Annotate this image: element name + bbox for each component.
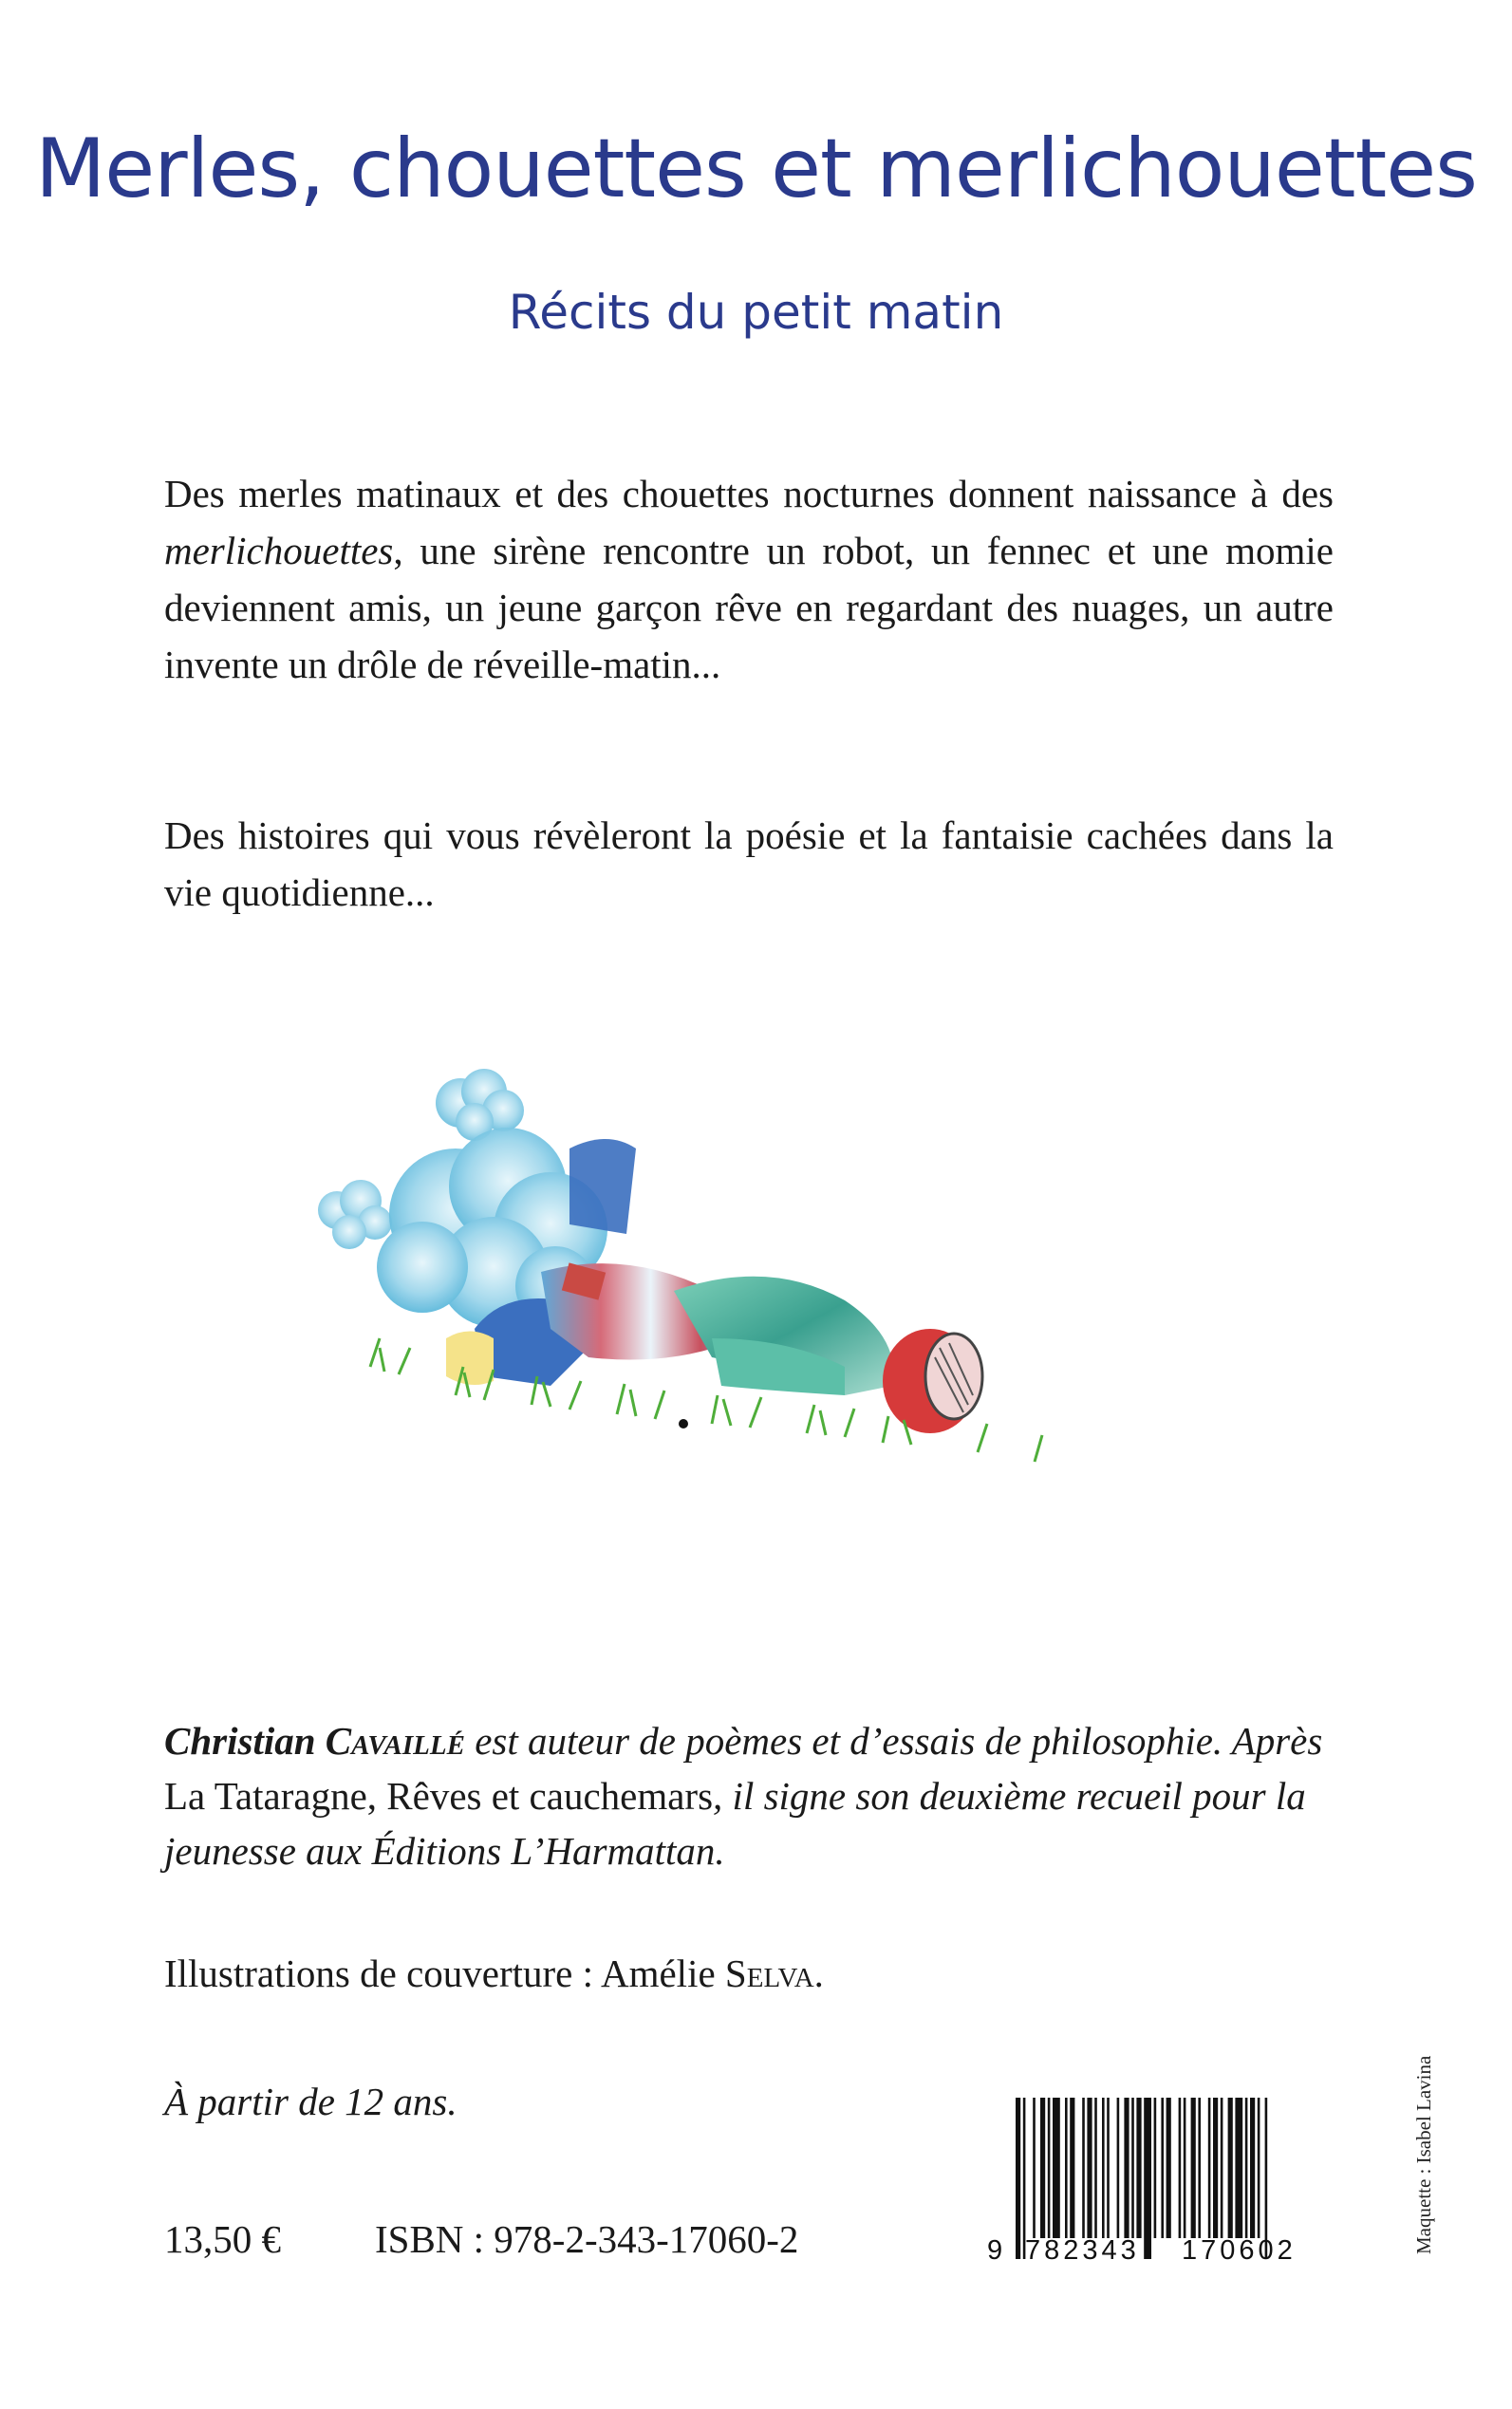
blurb-p1-start: Des merles matinaux et des chouettes nocturnes donnent naissance à des — [164, 472, 1334, 515]
bio-text-2: , il signe son deuxième recueil pour la jeunesse aux Éditions L’Harmattan. — [164, 1774, 1306, 1873]
barcode-bar — [1094, 2098, 1097, 2238]
price: 13,50 € — [164, 2217, 281, 2261]
barcode-bar — [1033, 2098, 1036, 2238]
barcode-bar — [1213, 2098, 1218, 2238]
credits-label: Illustrations de couverture : Amélie — [164, 1951, 725, 1995]
barcode-bar — [1136, 2098, 1141, 2238]
small-cloud-left — [318, 1180, 392, 1249]
barcode-bar — [1191, 2098, 1196, 2238]
barcode-bar — [1124, 2098, 1129, 2238]
bio-text-1: est auteur de poèmes et d’essais de philosophie. Après — [464, 1719, 1323, 1763]
barcode-bar — [1258, 2098, 1260, 2238]
author-first-name: Christian — [164, 1719, 326, 1763]
barcode-bar — [1131, 2098, 1134, 2238]
barcode-bar — [1117, 2098, 1120, 2238]
illustration-credits — [164, 1951, 824, 1996]
barcode-bar — [1082, 2098, 1085, 2238]
blurb-paragraph-2: Des histoires qui vous révèleront la poésie et la fantaisie cachées dans la vie quotidienne... — [164, 813, 1334, 914]
layout-credit: Maquette : Isabel Lavina — [1412, 2055, 1435, 2254]
barcode-bar — [1167, 2098, 1171, 2238]
barcode-bar — [1065, 2098, 1068, 2238]
author-name — [164, 1719, 465, 1763]
barcode-bar — [1179, 2098, 1182, 2238]
isbn: ISBN : 978-2-343-17060-2 — [375, 2217, 799, 2261]
barcode-bar — [1016, 2098, 1020, 2259]
blurb-paragraph-1 — [164, 465, 1334, 693]
barcode-bar — [1154, 2098, 1157, 2238]
barcode-bar — [1198, 2098, 1201, 2238]
barcode-bar — [1235, 2098, 1242, 2238]
barcode-bar — [1245, 2098, 1248, 2238]
barcode-bar — [1102, 2098, 1105, 2238]
barcode-group-2: 170602 — [1182, 2235, 1297, 2266]
blurb-p1-end: , une sirène rencontre un robot, un fennec et une momie deviennent amis, un jeune garçon rêve en regardant des nuages, un autre invente un drôle de réveille-matin... — [164, 529, 1334, 686]
barcode-bar — [1208, 2098, 1211, 2238]
barcode-bar — [1144, 2098, 1151, 2259]
book-subtitle: Récits du petit matin — [508, 285, 1004, 340]
barcode-bar — [1184, 2098, 1186, 2238]
credits-end: . — [813, 1951, 824, 1995]
book-title: Merles, chouettes et merlichouettes — [35, 121, 1477, 216]
author-bio — [164, 1713, 1334, 1878]
illustrator-last-name: Selva — [724, 1951, 814, 1995]
barcode-group-1: 782343 — [1025, 2235, 1140, 2266]
age-recommendation: À partir de 12 ans. — [164, 2080, 457, 2123]
barcode-bar — [1161, 2098, 1164, 2238]
barcode-bar — [1053, 2098, 1060, 2238]
barcode-bar — [1107, 2098, 1110, 2238]
bio-books: La Tataragne, Rêves et cauchemars — [164, 1774, 714, 1818]
barcode-bar — [1221, 2098, 1223, 2238]
barcode-bar — [1250, 2098, 1255, 2238]
boy-lying-in-grass-with-cloud-icon — [313, 1054, 1158, 1538]
barcode-bar — [1048, 2098, 1051, 2238]
author-last-name: Cavaillé — [325, 1719, 465, 1763]
barcode-bar — [1228, 2098, 1233, 2238]
barcode-bar — [1087, 2098, 1092, 2238]
blurb-p1-italic: merlichouettes — [164, 529, 394, 572]
barcode-bar — [1070, 2098, 1074, 2238]
barcode-bar — [1040, 2098, 1045, 2238]
barcode-first-digit: 9 — [987, 2235, 1003, 2266]
